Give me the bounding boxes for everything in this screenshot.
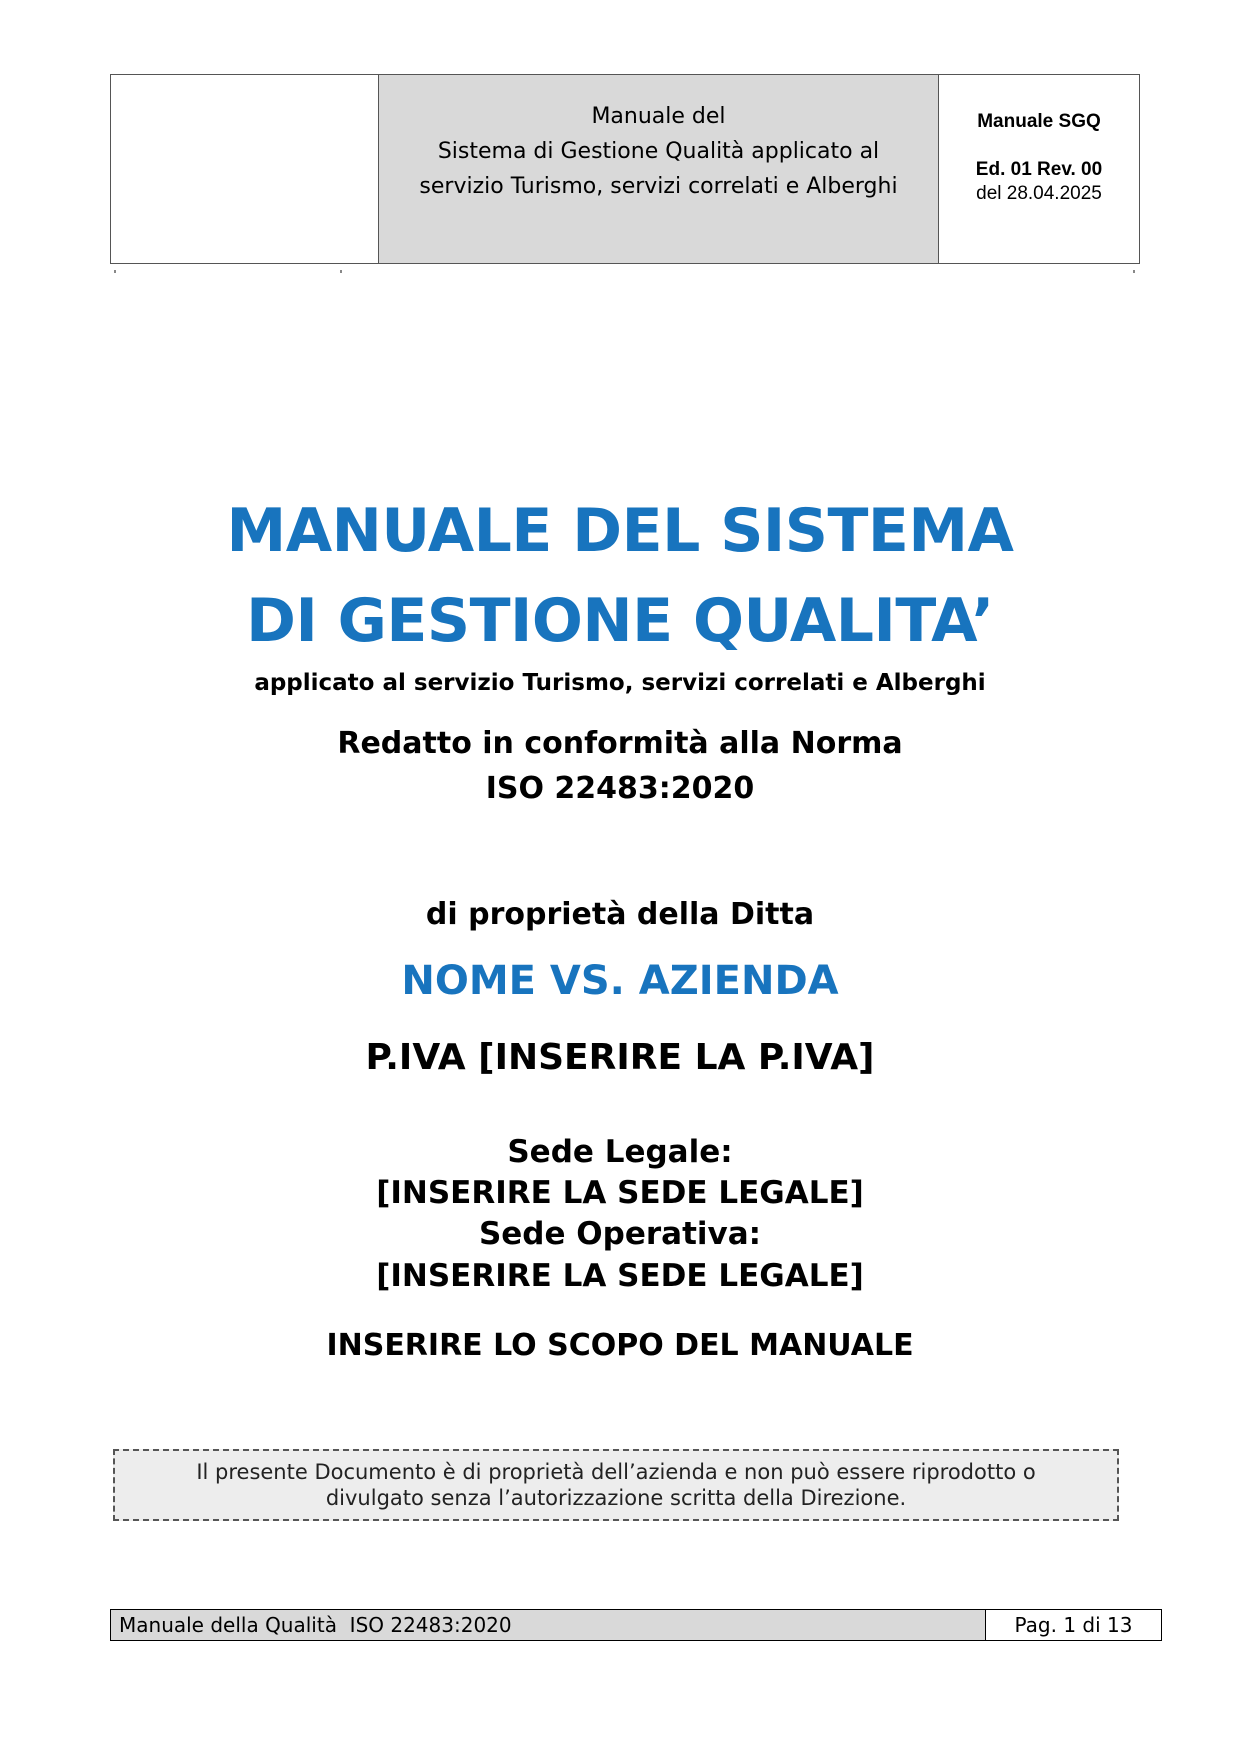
main-title-line1: MANUALE DEL SISTEMA [226, 496, 1014, 566]
vat-number: P.IVA [INSERIRE LA P.IVA] [365, 1037, 875, 1078]
doc-code: Manuale SGQ [977, 111, 1101, 132]
notice-line2: divulgato senza l’autorizzazione scritta della Direzione. [325, 1486, 907, 1510]
notice-line1: Il presente Documento è di proprietà dell’azienda e non può essere riprodotto o [196, 1460, 1036, 1484]
subtitle: applicato al servizio Turismo, servizi correlati e Alberghi [254, 670, 986, 696]
header-meta-cell [939, 75, 1139, 263]
ownership-text: di proprietà della Ditta [425, 897, 815, 932]
main-title-line2: DI GESTIONE QUALITA’ [246, 586, 994, 656]
norm-line1: Redatto in conformità alla Norma [337, 726, 903, 761]
table-tick [340, 270, 342, 273]
header-title-line1: Manuale del [591, 103, 726, 129]
edition-date: del 28.04.2025 [976, 183, 1102, 204]
footer-doc-title: Manuale della Qualità ISO 22483:2020 [111, 1610, 986, 1640]
header-table [110, 74, 1140, 264]
legal-seat-label: Sede Legale: [507, 1134, 733, 1170]
norm-line2: ISO 22483:2020 [485, 771, 755, 806]
header-title-line2: Sistema di Gestione Qualità applicato al [437, 138, 880, 164]
operative-seat-value: [INSERIRE LA SEDE LEGALE] [376, 1258, 864, 1294]
legal-seat-value: [INSERIRE LA SEDE LEGALE] [376, 1175, 864, 1211]
company-name: NOME VS. AZIENDA [401, 958, 839, 1004]
table-tick [114, 270, 116, 273]
header-title-line3: servizio Turismo, servizi correlati e Alberghi [419, 173, 898, 199]
operative-seat-label: Sede Operativa: [478, 1216, 762, 1252]
page-footer [110, 1609, 1162, 1641]
scope-text: INSERIRE LO SCOPO DEL MANUALE [326, 1328, 914, 1363]
edition: Ed. 01 Rev. 00 [975, 159, 1103, 180]
confidentiality-notice [113, 1449, 1119, 1521]
page-number: Pag. 1 di 13 [1014, 1613, 1133, 1637]
header-title-cell [379, 75, 939, 263]
logo-cell [111, 75, 379, 263]
table-tick [1133, 270, 1135, 273]
